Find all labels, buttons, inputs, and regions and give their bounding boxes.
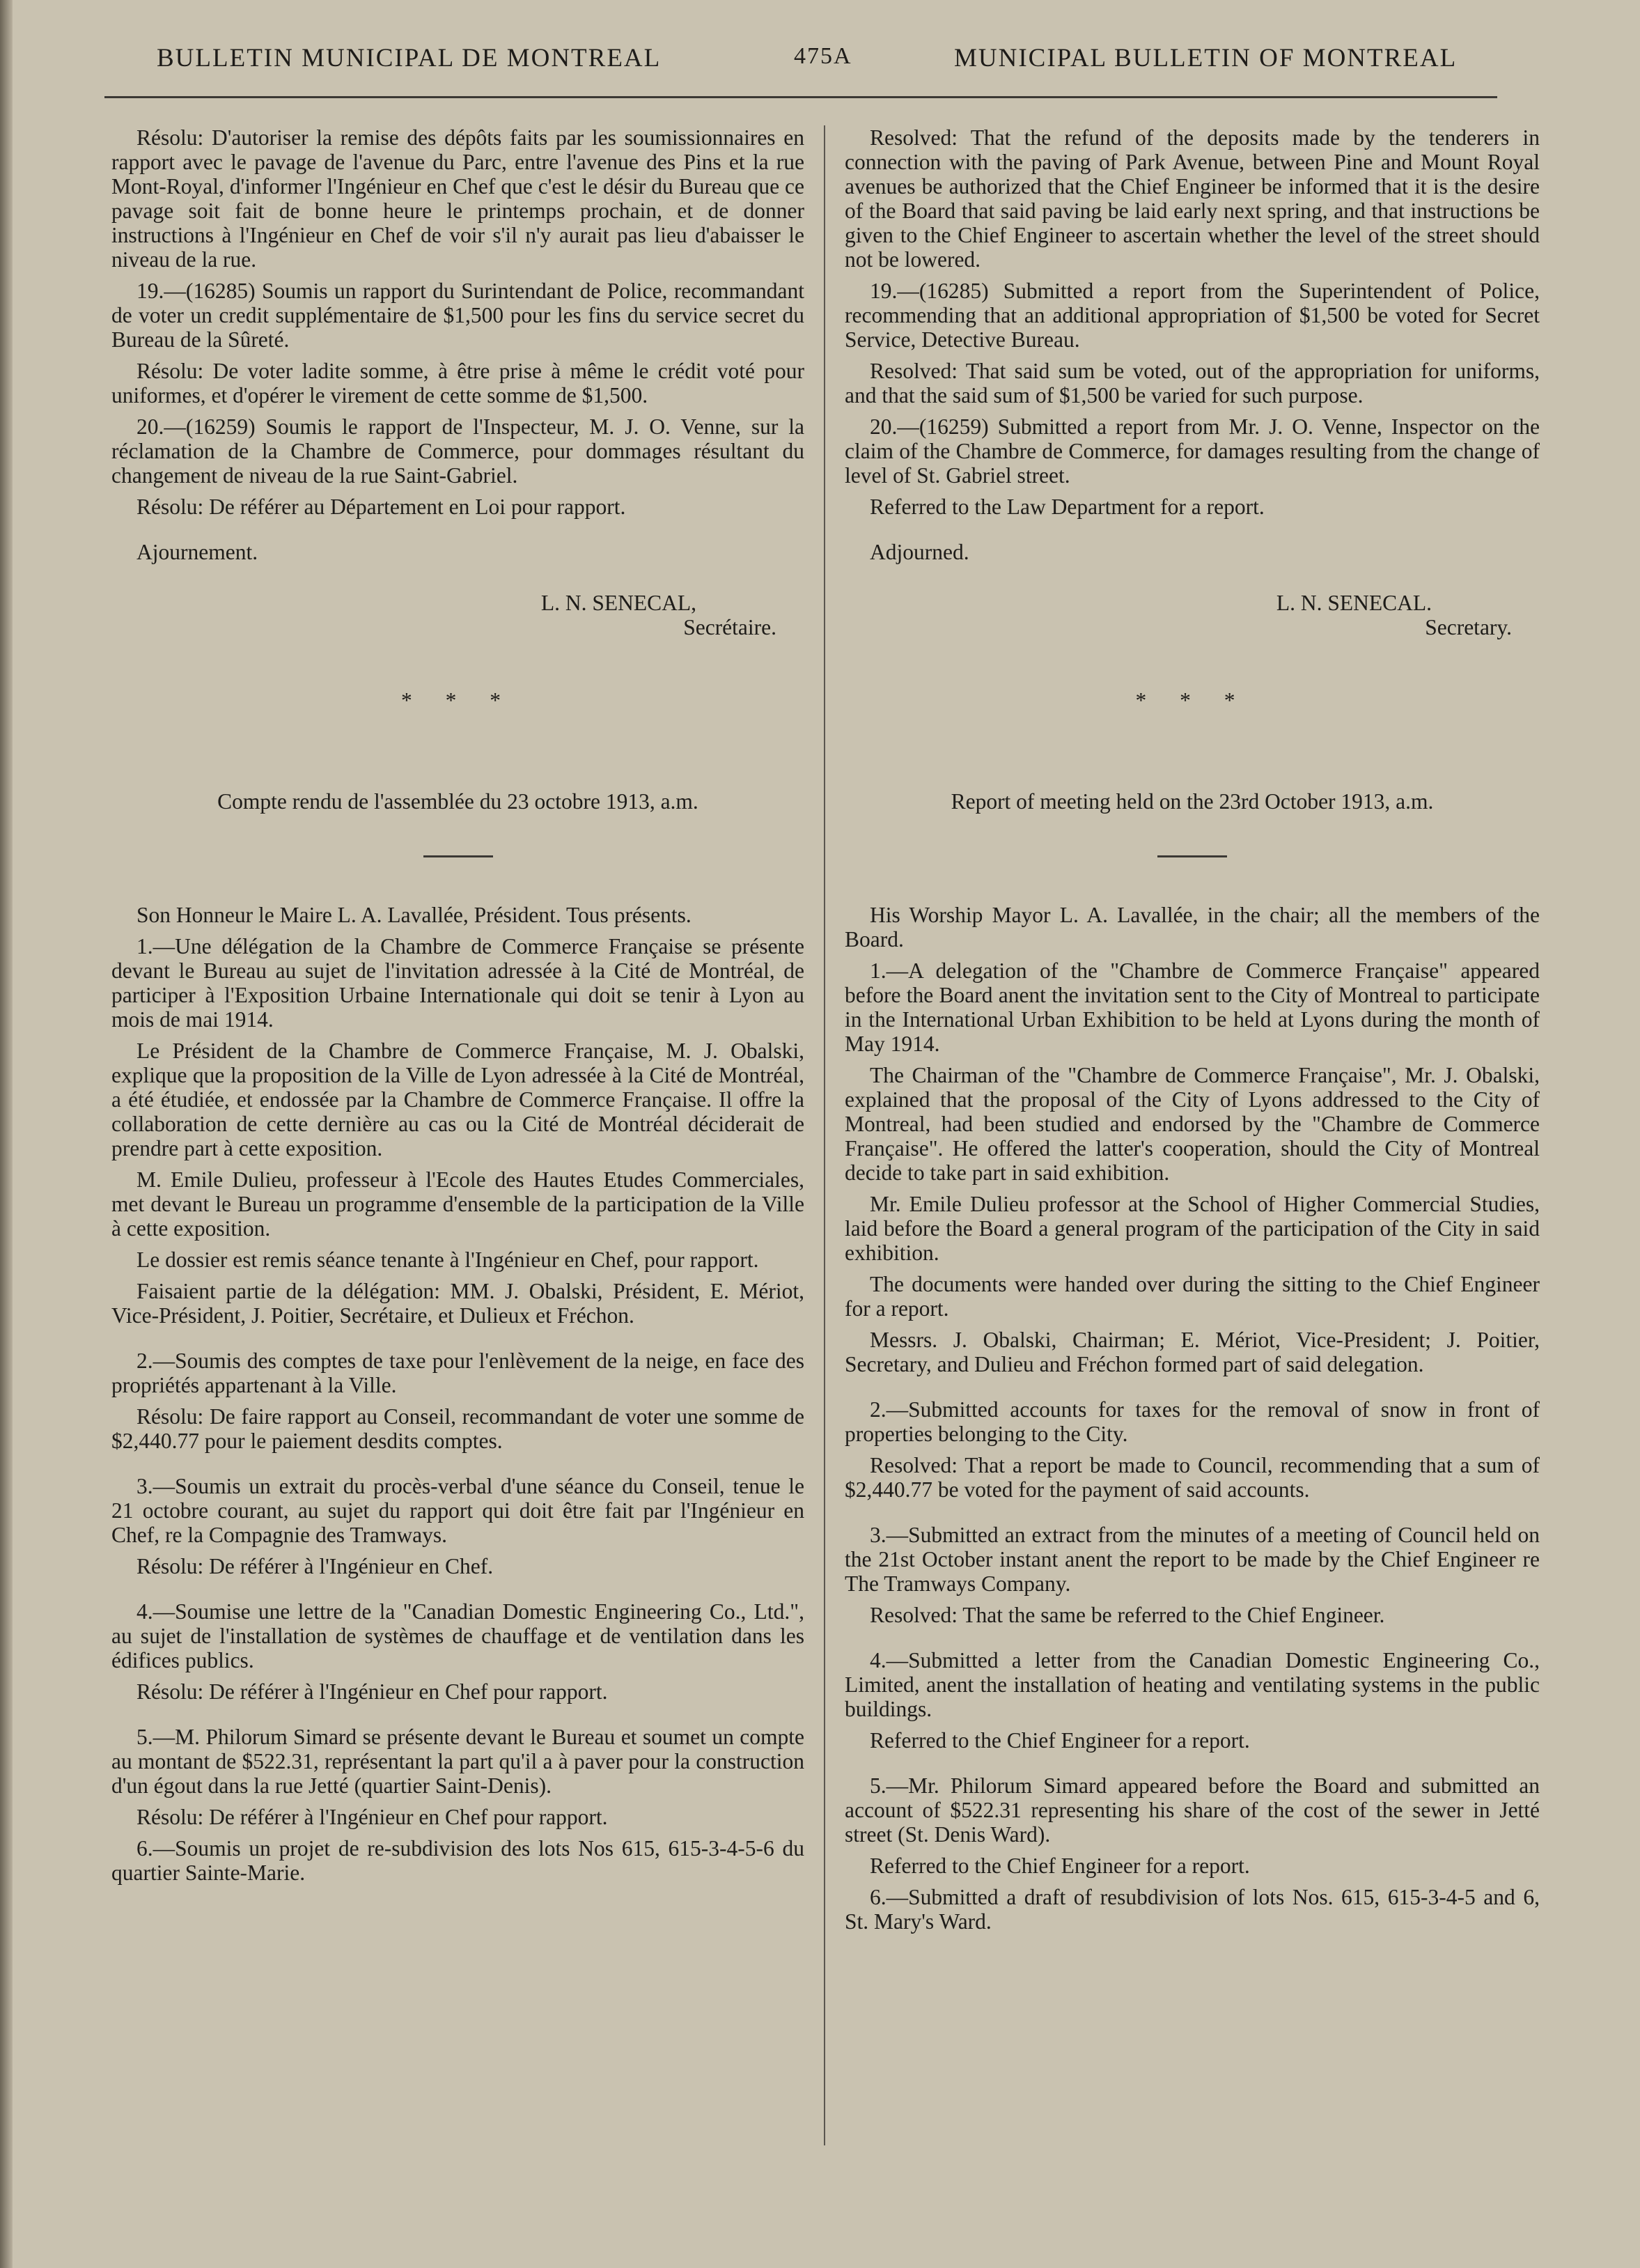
fr-paragraph: 4.—Soumise une lettre de la "Canadian Domestic Engineering Co., Ltd.", au sujet de l'installation de systèmes de chauffage et de ventilation dans les édifices publics. <box>111 1599 804 1672</box>
french-column <box>111 125 804 1892</box>
en-paragraph: 3.—Submitted an extract from the minutes of a meeting of Council held on the 21st October instant anent the report to be made by the Chief Engineer re The Tramways Company. <box>845 1523 1540 1596</box>
english-column <box>845 125 1540 1941</box>
en-signature-name: L. N. SENECAL. <box>1276 591 1432 615</box>
fr-paragraph: Résolu: De référer à l'Ingénieur en Chef pour rapport. <box>136 1679 608 1704</box>
en-adjourned: Adjourned. <box>870 540 969 564</box>
fr-paragraph: Résolu: De référer à l'Ingénieur en Chef. <box>136 1554 494 1578</box>
en-paragraph: 4.—Submitted a letter from the Canadian Domestic Engineering Co., Limited, anent the installation of heating and ventilating systems in the public buildings. <box>845 1648 1540 1721</box>
header-left-title: BULLETIN MUNICIPAL DE MONTREAL <box>157 44 662 72</box>
fr-paragraph: Faisaient partie de la délégation: MM. J. Obalski, Président, E. Mériot, Vice-Président, J. Poitier, Secrétaire, et Dulieux et Fréchon. <box>111 1279 804 1328</box>
fr-paragraph: Le dossier est remis séance tenante à l'Ingénieur en Chef, pour rapport. <box>136 1248 759 1272</box>
en-paragraph: The documents were handed over during the sitting to the Chief Engineer for a report. <box>845 1272 1540 1321</box>
fr-signature-title: Secrétaire. <box>683 615 776 639</box>
fr-paragraph: 19.—(16285) Soumis un rapport du Surintendant de Police, recommandant de voter un credit supplémentaire de $1,500 pour les fins du service secret du Bureau de la Sûreté. <box>111 279 804 352</box>
en-title-rule <box>1157 855 1227 857</box>
fr-paragraph: Résolu: De voter ladite somme, à être prise à même le crédit voté pour uniformes, et d'opérer le virement de cette somme de $1,500. <box>111 359 804 407</box>
header-right-title: MUNICIPAL BULLETIN OF MONTREAL <box>954 44 1458 72</box>
en-paragraph: 19.—(16285) Submitted a report from the Superintendent of Police, recommending that an additional appropriation of $1,500 be voted for Secret Service, Detective Bureau. <box>845 279 1540 352</box>
en-paragraph: 5.—Mr. Philorum Simard appeared before the Board and submitted an account of $522.31 representing his share of the cost of the sewer in Jetté street (St. Denis Ward). <box>845 1773 1540 1847</box>
fr-paragraph: 20.—(16259) Soumis le rapport de l'Inspecteur, M. J. O. Venne, sur la réclamation de la Chambre de Commerce, pour dommages résultant du changement de niveau de la rue Saint-Gabriel. <box>111 414 804 488</box>
fr-paragraph: Résolu: De référer au Département en Loi pour rapport. <box>136 495 626 519</box>
en-paragraph: His Worship Mayor L. A. Lavallée, in the chair; all the members of the Board. <box>845 903 1540 952</box>
fr-paragraph: 2.—Soumis des comptes de taxe pour l'enlèvement de la neige, en face des propriétés appartenant à la Ville. <box>111 1349 804 1397</box>
en-paragraph: Referred to the Chief Engineer for a report. <box>870 1728 1250 1753</box>
header-rule <box>104 96 1497 98</box>
fr-signature-name: L. N. SENECAL, <box>540 591 696 615</box>
en-paragraph: Resolved: That the same be referred to the Chief Engineer. <box>870 1603 1385 1627</box>
fr-paragraph: Résolu: De référer à l'Ingénieur en Chef pour rapport. <box>136 1805 608 1829</box>
fr-paragraph: Son Honneur le Maire L. A. Lavallée, Président. Tous présents. <box>136 903 692 927</box>
en-paragraph: Mr. Emile Dulieu professor at the School of Higher Commercial Studies, laid before the Board a general program of the participation of the City in said exhibition. <box>845 1192 1540 1265</box>
fr-paragraph: 1.—Une délégation de la Chambre de Commerce Française se présente devant le Bureau au sujet de l'invitation adressée à la Cité de Montréal, de participer à l'Exposition Urbaine Internationale qui doit se tenir à Lyon au mois de mai 1914. <box>111 934 804 1032</box>
en-paragraph: Resolved: That the refund of the deposits made by the tenderers in connection with the paving of Park Avenue, between Pine and Mount Royal avenues be authorized that the Chief Engineer be informed that it is the desire of the Board that said paving be laid early next spring, and that instructions be given to the Chief Engineer to ascertain whether the level of the street should not be lowered. <box>845 125 1540 272</box>
en-paragraph: 6.—Submitted a draft of resubdivision of lots Nos. 615, 615-3-4-5 and 6, St. Mary's Ward. <box>845 1885 1540 1934</box>
en-paragraph: The Chairman of the "Chambre de Commerce Française", Mr. J. Obalski, explained that the proposal of the City of Lyons addressed to the City of Montreal, had been studied and endorsed by the "Chambre de Commerce Française". He offered the latter's cooperation, should the City of Montreal decide to take part in said exhibition. <box>845 1063 1540 1185</box>
fr-title-rule <box>423 855 493 857</box>
fr-paragraph: 5.—M. Philorum Simard se présente devant le Bureau et soumet un compte au montant de $522.31, représentant la part qu'il a à paver pour la construction d'un égout dans la rue Jetté (quartier Saint-Denis). <box>111 1725 804 1798</box>
en-paragraph: Messrs. J. Obalski, Chairman; E. Mériot, Vice-President; J. Poitier, Secretary, and Dulieu and Fréchon formed part of said delegation. <box>845 1328 1540 1376</box>
en-paragraph: Referred to the Chief Engineer for a report. <box>870 1854 1250 1878</box>
en-paragraph: 1.—A delegation of the "Chambre de Commerce Française" appeared before the Board anent the invitation sent to the City of Montreal to participate in the International Urban Exhibition to be held at Lyons during the month of May 1914. <box>845 958 1540 1056</box>
fr-paragraph: Résolu: D'autoriser la remise des dépôts faits par les soumissionnaires en rapport avec le pavage de l'avenue du Parc, entre l'avenue des Pins et la rue Mont-Royal, d'informer l'Ingénieur en Chef que c'est le désir du Bureau que ce pavage soit fait de bonne heure le printemps prochain, et de donner instructions à l'Ingénieur en Chef de voir s'il n'y aurait pas lieu d'abaisser le niveau de la rue. <box>111 125 804 272</box>
fr-section-stars: * * * <box>401 688 515 713</box>
fr-paragraph: M. Emile Dulieu, professeur à l'Ecole des Hautes Etudes Commerciales, met devant le Bureau un programme d'ensemble de la participation de la Ville à cette exposition. <box>111 1167 804 1241</box>
fr-paragraph: Le Président de la Chambre de Commerce Française, M. J. Obalski, explique que la proposition de la Ville de Lyon adressée à la Cité de Montréal, a été étudiée, et endossée par la Chambre de Commerce Française. Il offre la collaboration de cette dernière au cas ou la Cité de Montréal déciderait de prendre part à cette exposition. <box>111 1039 804 1160</box>
en-signature-title: Secretary. <box>1425 615 1512 639</box>
en-section-stars: * * * <box>1135 688 1249 713</box>
en-paragraph: 20.—(16259) Submitted a report from Mr. J. O. Venne, Inspector on the claim of the Chambre de Commerce, for damages resulting from the change of level of St. Gabriel street. <box>845 414 1540 488</box>
en-paragraph: Referred to the Law Department for a report. <box>870 495 1265 519</box>
fr-report-title: Compte rendu de l'assemblée du 23 octobre 1913, a.m. <box>217 789 698 814</box>
en-paragraph: 2.—Submitted accounts for taxes for the removal of snow in front of properties belonging to the City. <box>845 1397 1540 1446</box>
fr-paragraph: 3.—Soumis un extrait du procès-verbal d'une séance du Conseil, tenue le 21 octobre courant, au sujet du rapport qui doit être fait par l'Ingénieur en Chef, re la Compagnie des Tramways. <box>111 1474 804 1547</box>
fr-adjourned: Ajournement. <box>136 540 258 564</box>
fr-paragraph: 6.—Soumis un projet de re-subdivision des lots Nos 615, 615-3-4-5-6 du quartier Sainte-Marie. <box>111 1836 804 1885</box>
en-paragraph: Resolved: That said sum be voted, out of the appropriation for uniforms, and that the said sum of $1,500 be varied for such purpose. <box>845 359 1540 407</box>
en-report-title: Report of meeting held on the 23rd October 1913, a.m. <box>951 789 1434 814</box>
fr-paragraph: Résolu: De faire rapport au Conseil, recommandant de voter une somme de $2,440.77 pour le paiement desdits comptes. <box>111 1404 804 1453</box>
header-page-number: 475A <box>794 43 852 69</box>
book-spine-shadow <box>0 0 13 2268</box>
en-paragraph: Resolved: That a report be made to Council, recommending that a sum of $2,440.77 be voted for the payment of said accounts. <box>845 1453 1540 1502</box>
column-divider <box>824 125 825 2145</box>
